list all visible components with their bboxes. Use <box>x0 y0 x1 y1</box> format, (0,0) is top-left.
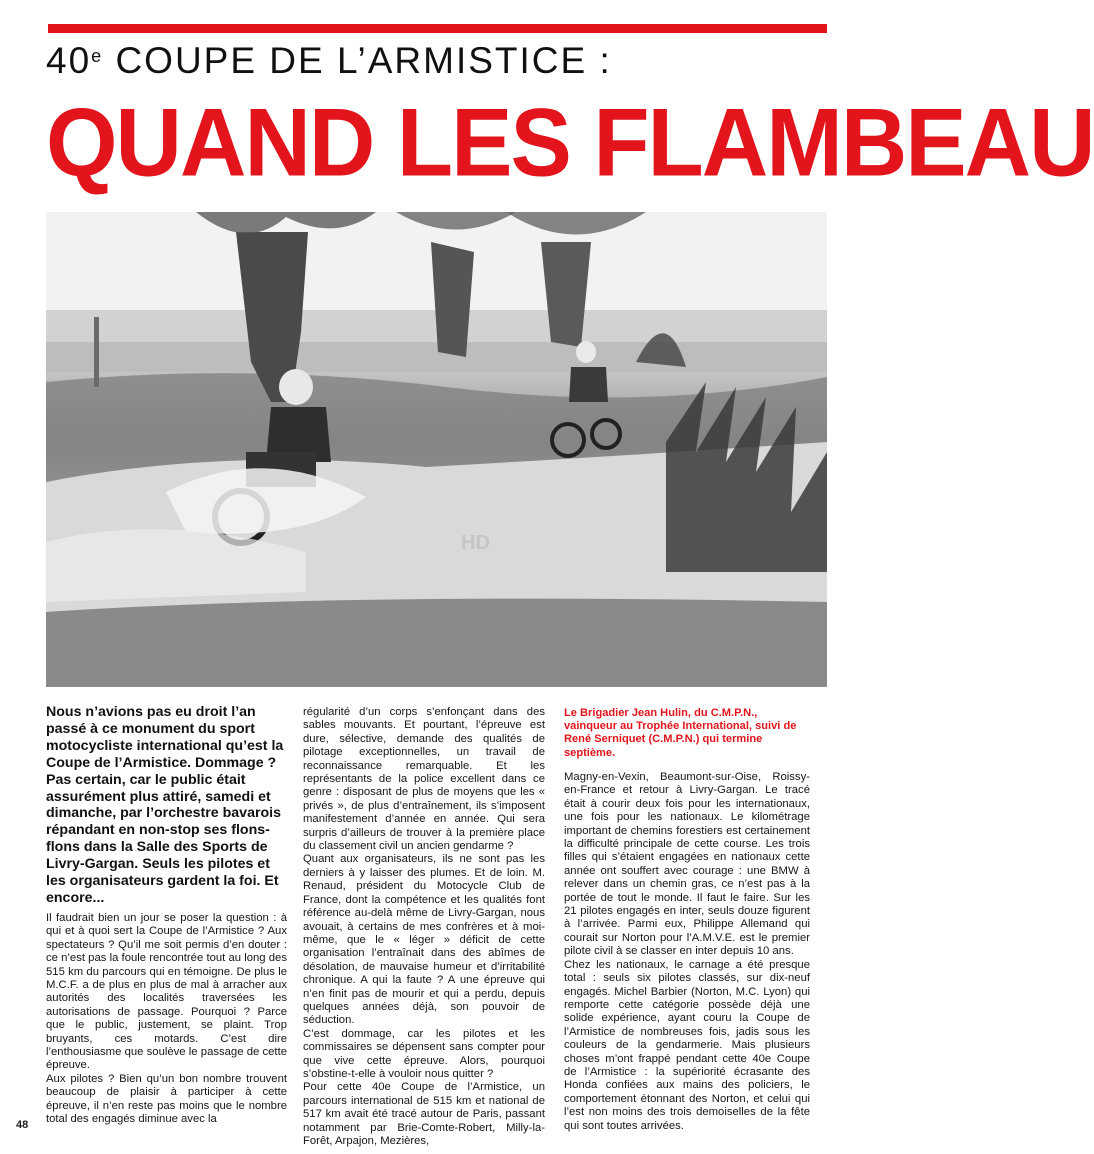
article-headline: QUAND LES FLAMBEAU <box>46 89 1094 197</box>
body-paragraph: Aux pilotes ? Bien qu’un bon nombre trouvent beaucoup de plaisir à participer à cette épreuve, il n’en reste pas moins que le nombre total des engagés diminue avec la <box>46 1072 287 1126</box>
body-paragraph: Pour cette 40e Coupe de l’Armistice, un parcours international de 515 km et national de 517 km avait été tracé autour de Paris, passant notamment par Brie-Comte-Robert, Milly-la-Forêt, Arpajon, Mezières, <box>303 1081 545 1147</box>
body-column-2 <box>303 706 545 1148</box>
article-photo <box>46 212 827 687</box>
photo-watermark: HD <box>461 532 490 554</box>
header-rule <box>48 24 827 33</box>
body-paragraph: Quant aux organisateurs, ils ne sont pas les derniers à y laisser des plumes. Et de loin. M. Renaud, président du Motocycle Club de France, dont la compétence et les qualités font référence au-delà même de Livry-Gargan, nous avouait, à certains de mes confrères et à moi-même, que le « léger » déficit de cette organisation l’entraînait dans des abîmes de désolation, de mauvaise humeur et d’irritabilité chronique. A qui la faute ? A une épreuve qui n’en finit pas de mourir et qui a perdu, depuis quelques années déjà, son pouvoir de séduction. <box>303 853 545 1027</box>
body-paragraph: Magny-en-Vexin, Beaumont-sur-Oise, Roissy-en-France et retour à Livry-Gargan. Le tracé était à courir deux fois pour les internationaux, une fois pour les nationaux. Le kilométrage important de chemins forestiers est certainement la difficulté principale de cette course. Les trois filles qui s’étaient engagées en nationaux cette année ont souffert avec courage : une BMW à relever dans un chemin gras, ce n’est pas à la portée de tout le monde. Il faut le faire. Sur les 21 pilotes engagés en inter, seuls douze figurent à l’arrivée. Parmi eux, Philippe Allemand qui courait sur Norton pour l’A.M.V.E. est le premier pilote civil à se classer en inter depuis 10 ans. <box>564 771 810 958</box>
kicker-number: 40 <box>46 40 92 81</box>
article-kicker <box>46 40 612 82</box>
body-paragraph: Il faudrait bien un jour se poser la question : à qui et à quoi sert la Coupe de l’Armistice ? Aux spectateurs ? Qu’il me soit permis d’en douter : ce n’est pas la foule rencontrée tout au long des 515 km du parcours qui en témoigne. De plus le M.C.F. a de plus en plus de mal à arracher aux autorités des localités traversées les autorisations de passage. Pourquoi ? Parce que le public, justement, se plaint. Trop bruyants, ces motards. C’est dire l’enthousiasme que soulève le passage de cette épreuve. <box>46 912 287 1072</box>
body-paragraph: C’est dommage, car les pilotes et les commissaires se dépensent sans compter pour que vive cette épreuve. Alors, pourquoi s’obstine-t-elle à vouloir nous quitter ? <box>303 1027 545 1080</box>
body-paragraph: régularité d’un corps s’enfonçant dans des sables mouvants. Et pourtant, l’épreuve est dure, sélective, demande des qualités de pilotage exceptionnelles, un travail de reconnaissance remarquable. Et les représentants de la police excellent dans ce genre : disposant de plus de moyens que les « privés », de plus d’entraînement, ils s’imposent manifestement d’année en année. Qui sera surpris d’ailleurs de trouver à la première place du classement civil un ancien gendarme ? <box>303 706 545 853</box>
kicker-ordinal: e <box>91 46 104 66</box>
body-column-3 <box>564 771 810 1133</box>
lead-paragraph: Nous n’avions pas eu droit l’an passé à ce monument du sport motocycliste international qu’est la Coupe de l’Armistice. Dommage ? Pas certain, car le public était assurément plus attiré, samedi et dimanche, par l’orchestre bavarois répandant en non-stop ses flons-flons dans la Salle des Sports de Livry-Gargan. Seuls les pilotes et les organisateurs gardent la foi. Et encore... <box>46 704 284 906</box>
photo-illustration <box>46 212 827 687</box>
body-paragraph: Chez les nationaux, le carnage a été presque total : seuls six pilotes classés, sur dix-neuf engagés. Michel Barbier (Norton, M.C. Lyon) qui remporte cette catégorie possède déjà une solide expérience, ayant couru la Coupe de l’Armistice de nombreuses fois, jadis sous les couleurs de la gendarmerie. Mais plusieurs choses m’ont frappé pendant cette 40e Coupe de l’Armistice : la supériorité écrasante des Honda confiées aux mains des policiers, le comportement étonnant des Norton, et celui qui l’est non moins des trois demoiselles de la fête qui sont toutes arrivées. <box>564 958 810 1132</box>
photo-caption: Le Brigadier Jean Hulin, du C.M.P.N., vainqueur au Trophée International, suivi de René Serniquet (C.M.P.N.) qui termine septième. <box>564 707 797 759</box>
body-column-1 <box>46 912 287 1127</box>
kicker-text: COUPE DE L’ARMISTICE : <box>103 40 612 81</box>
page-number: 48 <box>16 1119 29 1131</box>
